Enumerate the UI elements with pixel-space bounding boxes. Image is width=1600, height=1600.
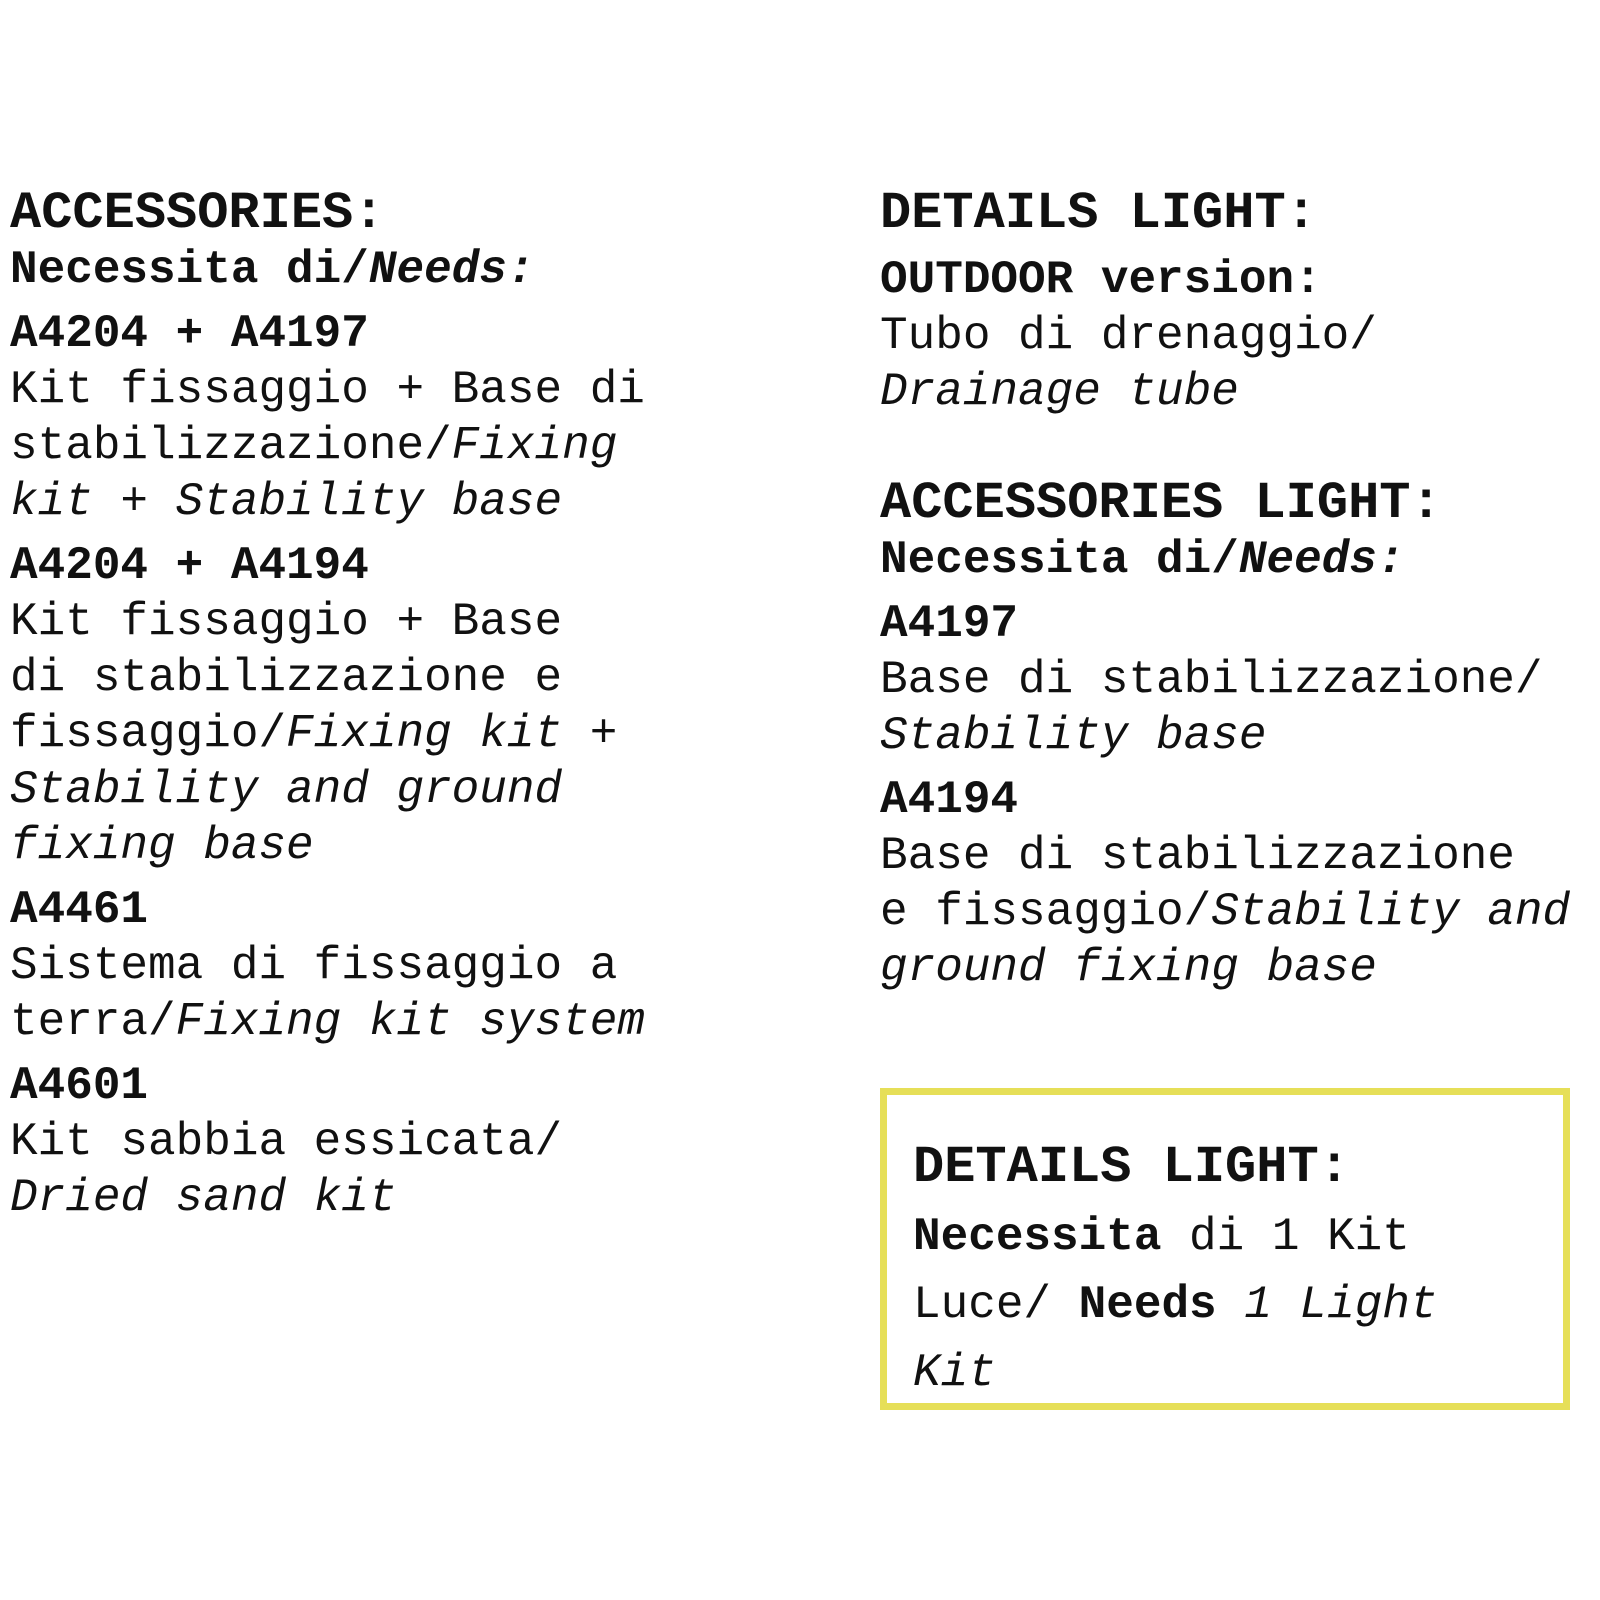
accessory-item	[10, 882, 810, 1050]
drainage-line: Tubo di drenaggio/	[880, 310, 1377, 362]
accessory-light-item	[880, 772, 1600, 996]
accessory-light-item	[880, 596, 1600, 764]
accessory-code: A4204 + A4194	[10, 540, 369, 592]
accessory-desc-line: Kit sabbia essicata/	[10, 1116, 563, 1168]
light-kit-notice-box	[880, 1088, 1570, 1410]
accessory-item	[10, 306, 810, 530]
accessory-light-desc-line: Base di stabilizzazione/	[880, 654, 1543, 706]
details-light-title: DETAILS LIGHT:	[880, 184, 1317, 243]
accessory-code: A4601	[10, 1060, 149, 1112]
needs-it-text: Necessita di/	[10, 244, 369, 296]
accessory-desc-line: stabilizzazione/Fixing	[10, 420, 618, 472]
accessory-light-code: A4194	[880, 774, 1019, 826]
notice-title: DETAILS LIGHT:	[913, 1138, 1350, 1197]
accessories-light-needs-label: Necessita di/Needs:	[880, 534, 1405, 586]
notice-line: Necessita di 1 Kit	[913, 1211, 1410, 1263]
accessory-desc-line: Kit fissaggio + Base	[10, 596, 563, 648]
accessory-desc-line: kit + Stability base	[10, 476, 563, 528]
accessory-desc-line: Kit fissaggio + Base di	[10, 364, 645, 416]
notice-line: Kit	[913, 1347, 996, 1399]
accessories-section	[10, 186, 810, 1226]
accessory-light-desc-line: e fissaggio/Stability and	[880, 886, 1571, 938]
accessory-light-desc-line: Stability base	[880, 710, 1267, 762]
accessory-item	[10, 1058, 810, 1226]
accessory-desc-line: Dried sand kit	[10, 1172, 397, 1224]
needs-en-text: Needs:	[368, 244, 535, 296]
accessory-desc-line: di stabilizzazione e	[10, 652, 563, 704]
light-section	[880, 186, 1600, 996]
accessories-needs-label	[10, 242, 810, 298]
notice-line: Luce/ Needs 1 Light	[913, 1279, 1438, 1331]
drainage-line-en: Drainage tube	[880, 366, 1239, 418]
accessories-light-title: ACCESSORIES LIGHT:	[880, 474, 1442, 533]
accessory-light-code: A4197	[880, 598, 1019, 650]
outdoor-version-label: OUTDOOR version:	[880, 254, 1322, 306]
accessory-code: A4204 + A4197	[10, 308, 369, 360]
accessory-desc-line: fissaggio/Fixing kit +	[10, 708, 618, 760]
accessory-desc-line: fixing base	[10, 820, 314, 872]
accessory-item	[10, 538, 810, 874]
accessory-desc-line: Sistema di fissaggio a	[10, 940, 618, 992]
accessory-desc-line: terra/Fixing kit system	[10, 996, 645, 1048]
accessory-desc-line: Stability and ground	[10, 764, 563, 816]
accessory-light-desc-line: Base di stabilizzazione	[880, 830, 1515, 882]
accessories-title: ACCESSORIES:	[10, 184, 385, 243]
accessory-code: A4461	[10, 884, 149, 936]
accessory-light-desc-line: ground fixing base	[880, 942, 1377, 994]
